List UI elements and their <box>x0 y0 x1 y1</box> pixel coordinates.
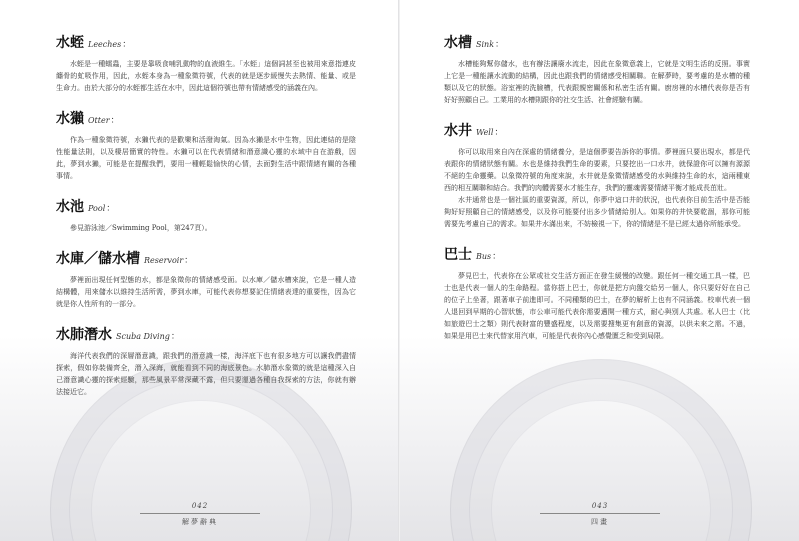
footer-rule <box>540 513 660 514</box>
footer-rule <box>140 513 260 514</box>
entry-heading: 水蛭 Leeches ： <box>56 32 356 52</box>
entry-heading: 水獺 Otter ： <box>56 108 356 128</box>
page-footer <box>540 502 660 527</box>
entry-title-en: Sink <box>476 40 495 49</box>
entry-heading: 水肺潛水 Scuba Diving ： <box>56 324 356 344</box>
entry-title-en: Leeches <box>88 40 122 49</box>
entry-paragraph: 海洋代表我們的深層潛意識，跟我們的潛意識一樣，海洋底下也有很多地方可以讓我們盡情探索，假如你裝備齊全，潛入深海，就能看到不同的海底景色。水肺潛水象徵的就是這種深入自己潛意識心靈的探索經驗，那些風景平常深藏不露，但只要運過各種自我探索的方法，你就有辦法接近它。 <box>56 352 356 396</box>
entry-title-zh: 巴士 <box>444 247 472 263</box>
entry-heading: 水池 Pool ： <box>56 196 356 216</box>
entry-pool <box>56 196 356 234</box>
entry-paragraph: 夢見巴士，代表你在公眾或社交生活方面正在發生緩慢的改變。跟任何一種交通工具一樣，巴士也是代表一個人的生命路程。當你搭上巴士，你就是把方向盤交給另一個人，你只要好好在自己的位子上坐著，跟著車子前進即可。不同種類的巴士，在夢的解析上也有不同涵義。校車代表一個人退回到早期的心智狀態，市公車可能代表你需要邁開一種方式，耐心與別人共處。私人巴士（比如旅遊巴士之類）則代表財富的豐盛程度，以及需要搜集更有創意的資源，以供未來之需。不過，如果是用巴士來代替家用汽車，可能是代表你內心感覺匱乏和受到局限。 <box>444 272 750 340</box>
entry-paragraph: 作為一種象徵符號，水獺代表的是歡樂和活潑淘氣。因為水獺是水中生物，因此連結的是陰性能量法則，以及棲居簡實的特性。水獺可以在代表情緒和潛意識心靈的水域中自在游戲，因此，夢到水獺，可能是在提醒我們，要用一種輕鬆愉快的心情，去面對生活中跟情緒有關的各種事情。 <box>56 136 356 180</box>
entry-leeches <box>56 32 356 94</box>
entry-title-en: Reservoir <box>144 256 184 265</box>
entry-well <box>444 120 750 230</box>
entry-scuba-diving <box>56 324 356 398</box>
left-page <box>0 0 399 541</box>
entry-title-en: Pool <box>88 204 106 213</box>
entry-paragraph: 水槽能夠幫你儲水，也有辦法讓廢水流走，因此在象徵意義上，它就是文明生活的反照。事實上它是一種能讓水流動的結構，因此也跟我們的情緒感受相關聯。在解夢時，要考慮的是水槽的種類以及它的狀態。浴室裡的洗臉槽，代表跟親密關係和私密生活有關。廚房裡的水槽代表你是否有好好照顧自己。工業用的水槽則跟你的社交生活、社會經驗有關。 <box>444 60 750 104</box>
entry-paragraph: 你可以取用來自內在深處的情緒養分，是這個夢要告訴你的事情。夢裡面只要出現水，都是代表跟你的情緒狀態有關。水也是維持我們生命的要素，只要挖出一口水井，就保證你可以擁有源源不絕的生命靈藥。以象徵符號的角度來說，水井就是象徵情緒感受的水與維持生命的水，這兩種東西的相互關聯和結合。我們的肉體需要水才能生存，我們的靈魂需要情緒平衡才能成長茁壯。 <box>444 148 750 192</box>
entry-title-zh: 水肺潛水 <box>56 327 112 343</box>
entry-heading: 水井 Well ： <box>444 120 750 140</box>
entry-title-en: Bus <box>476 252 492 261</box>
entry-heading: 水庫／儲水槽 Reservoir ： <box>56 248 356 268</box>
right-page-content <box>444 32 750 356</box>
entry-paragraph: 參見游泳池／Swimming Pool，第247頁）。 <box>70 224 212 232</box>
page-number: 043 <box>591 502 609 510</box>
entry-paragraph: 水蛭是一種蠕蟲，主要是靠吸食哺乳動物的血液維生。「水蛭」這個詞甚至也被用來意指連皮纏骨的虻吸作用，因此，水蛭本身為一種象徵符號，代表的就是逐步緩慢失去熱情、能量、或是生命力。由於大部分的水蛭都生活在水中，因此這個符號也帶有情緒感受的涵義在內。 <box>56 60 356 92</box>
running-footer-title: 解夢辭典 <box>182 518 218 526</box>
entry-title-zh: 水池 <box>56 199 84 215</box>
left-page-content <box>56 32 356 412</box>
running-footer-title: 四畫 <box>591 518 609 526</box>
entry-reservoir <box>56 248 356 310</box>
entry-paragraph: 水井通常也是一個社區的重要資源，所以，你夢中這口井的狀況，也代表你目前生活中是否能夠好好照顧自己的情緒感受，以及你可能要付出多少情緒給別人。如果你的井快要乾涸，那你可能需要先考慮自己的需求。如果井水滿出來，不妨檢視一下，你的情緒是不是已經太過你所能承受。 <box>444 196 750 228</box>
entry-title-zh: 水獺 <box>56 111 84 127</box>
entry-title-zh: 水蛭 <box>56 35 84 51</box>
entry-bus <box>444 244 750 342</box>
entry-sink <box>444 32 750 106</box>
entry-paragraph: 夢裡面出現任何型態的水，都是象徵你的情緒感受面。以水庫／儲水槽來說，它是一種人造結構體，用來儲水以維持生活所需，夢到水庫，可能代表你想要記住情緒表達的重要性，因為它就是你人性所有的一部分。 <box>56 276 356 308</box>
page-number: 042 <box>191 502 209 510</box>
right-page <box>400 0 799 541</box>
entry-heading: 水槽 Sink ： <box>444 32 750 52</box>
entry-title-en: Otter <box>88 116 110 125</box>
entry-title-en: Scuba Diving <box>116 332 170 341</box>
entry-heading: 巴士 Bus ： <box>444 244 750 264</box>
entry-title-en: Well <box>476 128 494 137</box>
entry-title-zh: 水井 <box>444 123 472 139</box>
entry-title-zh: 水庫／儲水槽 <box>56 251 140 267</box>
entry-title-zh: 水槽 <box>444 35 472 51</box>
page-footer <box>140 502 260 527</box>
entry-otter <box>56 108 356 182</box>
